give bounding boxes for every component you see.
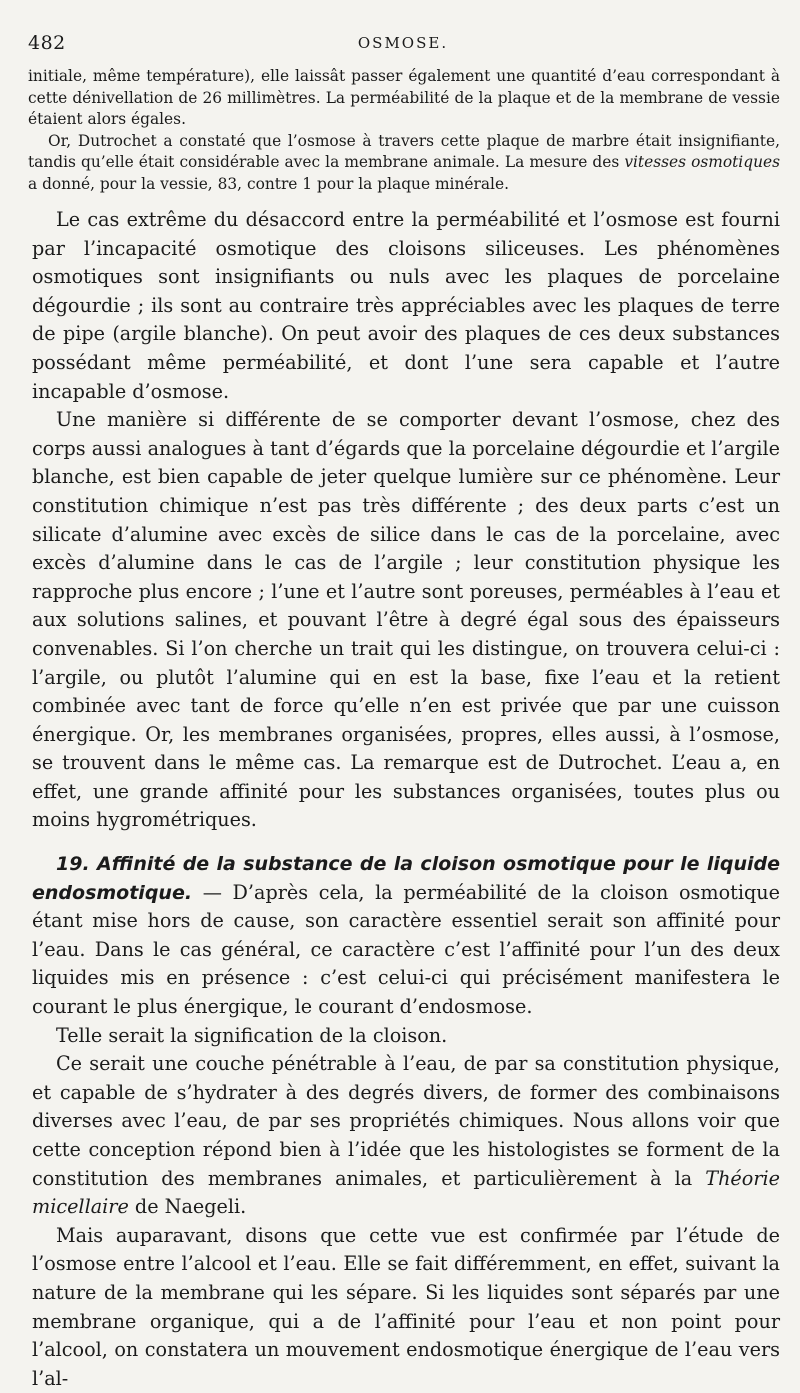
body-paragraph-4 [32, 1050, 780, 1222]
section-title: 19. Affinité de la substance de la cloison osmotique pour le liquide endosmotique. [32, 853, 780, 904]
section-19-paragraph [32, 850, 780, 1022]
footnote-block [28, 66, 780, 195]
body-paragraph-1: Le cas extrême du désaccord entre la perméabilité et l’osmose est fourni par l’incapacité osmotique des cloisons siliceuses. Les phénomènes osmotiques sont insignifiants ou nuls avec les plaques de porcelaine dégourdie ; ils sont au contraire très appréciables avec les plaques de terre de pipe (argile blanche). On peut avoir des plaques de ces deux substances possédant même perméabilité, et dont l’une sera capable et l’autre incapable d’osmose. [32, 208, 780, 403]
note-emphasis: vitesses osmotiques [624, 153, 780, 171]
note-paragraph-2 [28, 131, 780, 196]
page-header [28, 32, 778, 56]
note-paragraph-1: initiale, même température), elle laissât passer également une quantité d’eau correspondant à cette dénivellation de 26 millimètres. La perméabilité de la plaque et de la membrane de vessie étaient alors égales. [28, 67, 780, 128]
body-paragraph-4-text: Ce serait une couche pénétrable à l’eau, de par sa constitution physique, et capable de s’hydrater à des degrés divers, de former des combinaisons diverses avec l’eau, de par ses propriétés chimiques. Nous allons voir que cette conception répond bien à l’idée que les histologistes se forment de la constitution des membranes animales, et particulièrement à la [32, 1052, 780, 1190]
theory-emphasis: Théorie micellaire [32, 1166, 780, 1219]
section-text: — D’après cela, la perméabilité de la cloison osmotique étant mise hors de cause, son caractère essentiel serait son affinité pour l’eau. Dans le cas général, ce caractère c’est l’affinité pour l’un des deux liquides mis en présence : c’est celui-ci qui précisément manifestera le courant le plus énergique, le courant d’endosmose. [32, 880, 780, 1019]
body-paragraph-3: Telle serait la signification de la cloison. [56, 1023, 448, 1047]
main-text [32, 206, 780, 1393]
body-paragraph-2: Une manière si différente de se comporter devant l’osmose, chez des corps aussi analogues à tant d’égards que la porcelaine dégourdie et l’argile blanche, est bien capable de jeter quelque lumière sur ce phénomène. Leur constitution chimique n’est pas très différente ; des deux parts c’est un silicate d’alumine avec excès de silice dans le cas de la porcelaine, avec excès d’alumine dans le cas de l’argile ; leur constitution physique les rapproche plus encore ; l’une et l’autre sont poreuses, perméables à l’eau et aux solutions salines, et pouvant l’être à degré égal sous des épaisseurs convenables. Si l’on cherche un trait qui les distingue, on trouvera celui-ci : l’argile, ou plutôt l’alumine qui en est la base, fixe l’eau et la retient combinée avec tant de force qu’elle n’en est privée que par une cuisson énergique. Or, les membranes organisées, propres, elles aussi, à l’osmose, se trouvent dans le même cas. La remarque est de Dutrochet. L’eau a, en effet, une grande affinité pour les substances organisées, toutes plus ou moins hygrométriques. [32, 408, 780, 832]
running-title: OSMOSE. [357, 34, 449, 52]
body-paragraph-4-end: de Naegeli. [128, 1195, 247, 1219]
note-paragraph-2-end: a donné, pour la vessie, 83, contre 1 pour la plaque minérale. [28, 174, 509, 193]
page-number: 482 [28, 32, 66, 54]
body-paragraph-5: Mais auparavant, disons que cette vue est confirmée par l’étude de l’osmose entre l’alcool et l’eau. Elle se fait différemment, en effet, suivant la nature de la membrane qui les sépare. Si les liquides sont séparés par une membrane organique, qui a de l’affinité pour l’eau et non point pour l’alcool, on constatera un mouvement endosmotique énergique de l’eau vers l’al- [32, 1223, 780, 1390]
note-paragraph-2-text: Or, Dutrochet a constaté que l’osmose à travers cette plaque de marbre était insignifiante, tandis qu’elle était considérable avec la membrane animale. La mesure des [28, 131, 780, 171]
